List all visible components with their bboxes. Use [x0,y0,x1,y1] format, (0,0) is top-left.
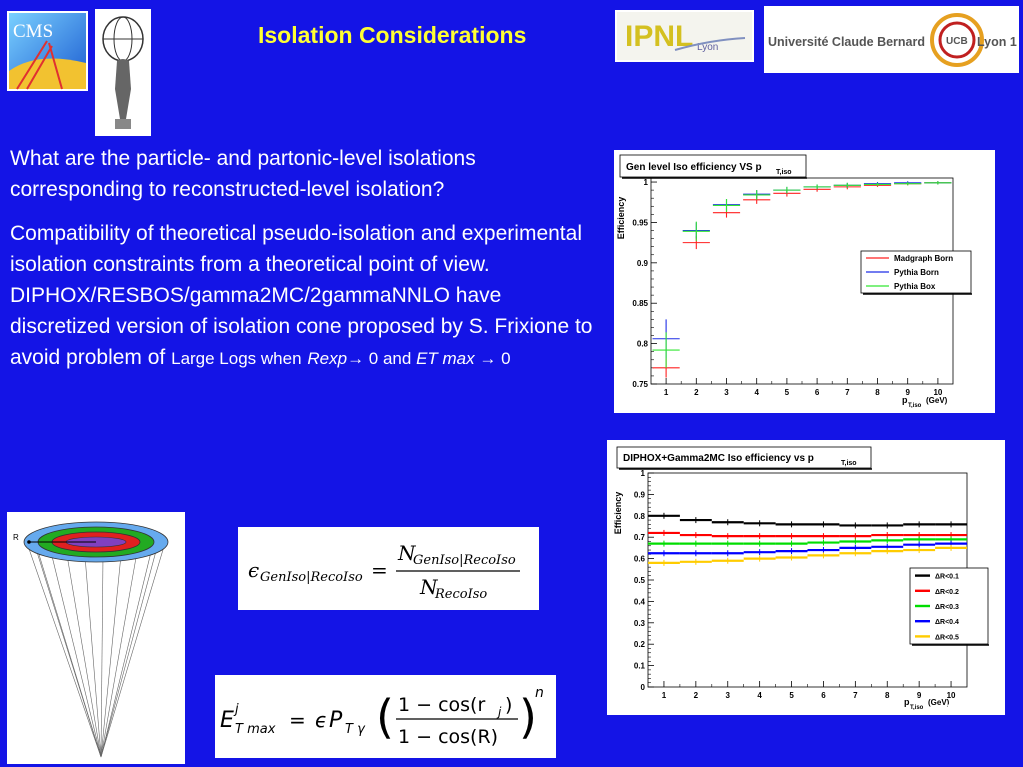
chart-title-subscript: T,iso [841,460,857,467]
y-tick-label: 0.9 [633,490,645,500]
y-tick-label: 0.1 [633,661,645,671]
x-tick-label: 2 [693,691,699,700]
x-tick-label: 3 [724,388,729,397]
y-tick-label: 0 [640,683,645,692]
legend-label: Pythia Born [894,268,939,277]
x-tick-label: 9 [905,388,910,397]
x-tick-label: 10 [933,388,943,397]
legend-label: ΔR<0.1 [935,573,959,581]
formula-e: E [220,708,234,733]
y-axis-label: Efficiency [616,196,626,240]
arrow-right-icon: → [347,349,365,368]
y-tick-label: 0.95 [632,218,648,228]
ipnl-logo-sub: Lyon [697,42,719,53]
diphox-iso-efficiency-chart [607,440,1005,715]
x-tick-label: 5 [789,691,794,700]
y-tick-label: 0.75 [632,380,648,389]
cone-radius-label: R [13,533,19,542]
formula-left-paren: ( [376,690,394,744]
y-tick-label: 0.7 [633,533,645,543]
formula-etmax-denominator: 1 − cos(R) [398,726,499,748]
formula-numerator-sub: GenIso|RecoIso [413,553,516,568]
x-axis-unit: (GeV) [928,698,950,707]
cms-logo [7,11,88,91]
x-tick-label: 4 [754,388,759,397]
formula-denominator-sub: RecoIso [435,587,488,602]
y-tick-label: 0.9 [636,258,648,268]
y-tick-label: 0.85 [632,299,648,309]
gen-level-iso-efficiency-chart [614,150,995,413]
x-tick-label: 8 [885,691,890,700]
legend-label: ΔR<0.4 [935,619,959,627]
ucbl-logo-right-text: Lyon 1 [977,35,1017,49]
formula-epsilon: ϵ [248,558,260,582]
atlas-statue-logo [95,9,151,136]
ucbl-logo [764,6,1019,73]
formula-etmax-epsilon: ϵ [315,708,328,732]
x-axis-label: p [902,395,908,405]
formula-denominator: N [420,575,438,599]
formula-p: P [329,708,343,733]
x-axis-unit: (GeV) [926,396,948,405]
explanation-etmax: ET max [416,349,475,368]
formula-e-sup: j [235,702,239,717]
y-tick-label: 0.6 [633,554,645,564]
x-tick-label: 1 [663,388,669,397]
x-tick-label: 8 [875,388,880,397]
y-axis-label: Efficiency [613,491,623,535]
formula-etmax-equals: = [289,708,306,732]
chart-title: Gen level Iso efficiency VS p [626,162,762,173]
explanation-paragraph [10,218,600,374]
y-tick-label: 0.2 [633,640,645,650]
x-tick-label: 3 [725,691,730,700]
x-tick-label: 9 [916,691,922,700]
chart-title: DIPHOX+Gamma2MC Iso efficiency vs p [623,453,814,464]
formula-etmax-numerator-close: ) [505,694,513,716]
explanation-large-logs: Large Logs when [171,349,302,368]
formula-right-paren: ) [519,690,537,744]
explanation-zero-and: 0 and [364,349,417,368]
y-tick-label: 0.8 [636,339,648,349]
ipnl-logo-text: IPNL [625,20,694,53]
chart-legend [861,251,972,294]
legend-label: ΔR<0.2 [935,588,959,596]
formula-e-sub: T max [235,722,276,737]
y-tick-label: 0.8 [633,511,645,521]
x-axis-label: p [904,697,910,707]
formula-p-sub: T γ [345,722,365,737]
isolation-cone-diagram [7,512,185,764]
ucbl-logo-mid-text: UCB [946,36,968,47]
ipnl-logo [615,10,754,62]
legend-label: ΔR<0.3 [935,604,959,611]
x-tick-label: 5 [784,388,790,397]
formula-etmax-numerator-sub: j [498,705,502,719]
x-tick-label: 6 [821,691,826,700]
x-axis-label-subscript: T,iso [910,705,924,711]
x-tick-label: 7 [845,388,850,397]
legend-label: Pythia Box [894,282,936,291]
formula-power: n [535,685,544,701]
chart-legend [910,568,989,645]
y-tick-label: 0.4 [633,597,645,607]
formula-etmax-numerator: 1 − cos(r [398,694,486,716]
y-tick-label: 0.3 [633,618,645,628]
chart-title-subscript: T,iso [776,169,792,176]
x-tick-label: 1 [661,691,667,700]
x-tick-label: 6 [814,388,820,397]
explanation-main: Compatibility of theoretical pseudo-isolation and experimental isolation constraints from a theoretical point of view. DIPHOX/RESBOS/gamma2MC/2gammaNNLO have discretized version of isolation cone proposed by S. Frixione to avoid problem of [10,222,593,369]
x-tick-label: 4 [757,691,762,700]
question-paragraph: What are the particle- and partonic-level isolations corresponding to reconstructed-level isolation? [10,147,476,201]
legend-label: ΔR<0.5 [935,634,959,642]
x-tick-label: 7 [853,691,858,700]
page-number: 13 [945,702,959,716]
formula-numerator: N [398,541,416,565]
y-tick-label: 0.5 [633,576,645,585]
efficiency-formula [238,527,539,610]
cms-logo-text: CMS [13,21,54,42]
explanation-zero: 0 [501,349,511,368]
x-tick-label: 10 [946,691,956,700]
x-tick-label: 2 [694,388,699,397]
formula-equals: = [371,558,388,582]
y-tick-label: 1 [640,469,645,478]
slide-title: Isolation Considerations [258,22,527,48]
ucbl-logo-left-text: Université Claude Bernard [768,35,925,49]
y-tick-label: 1 [643,178,648,188]
arrow-right-icon-2: → [474,349,502,368]
etmax-formula [215,675,556,758]
formula-epsilon-sub: GenIso|RecoIso [260,570,363,585]
explanation-rexp: Rexp [307,349,348,368]
legend-label: Madgraph Born [894,254,954,263]
x-axis-label-subscript: T,iso [908,403,922,409]
